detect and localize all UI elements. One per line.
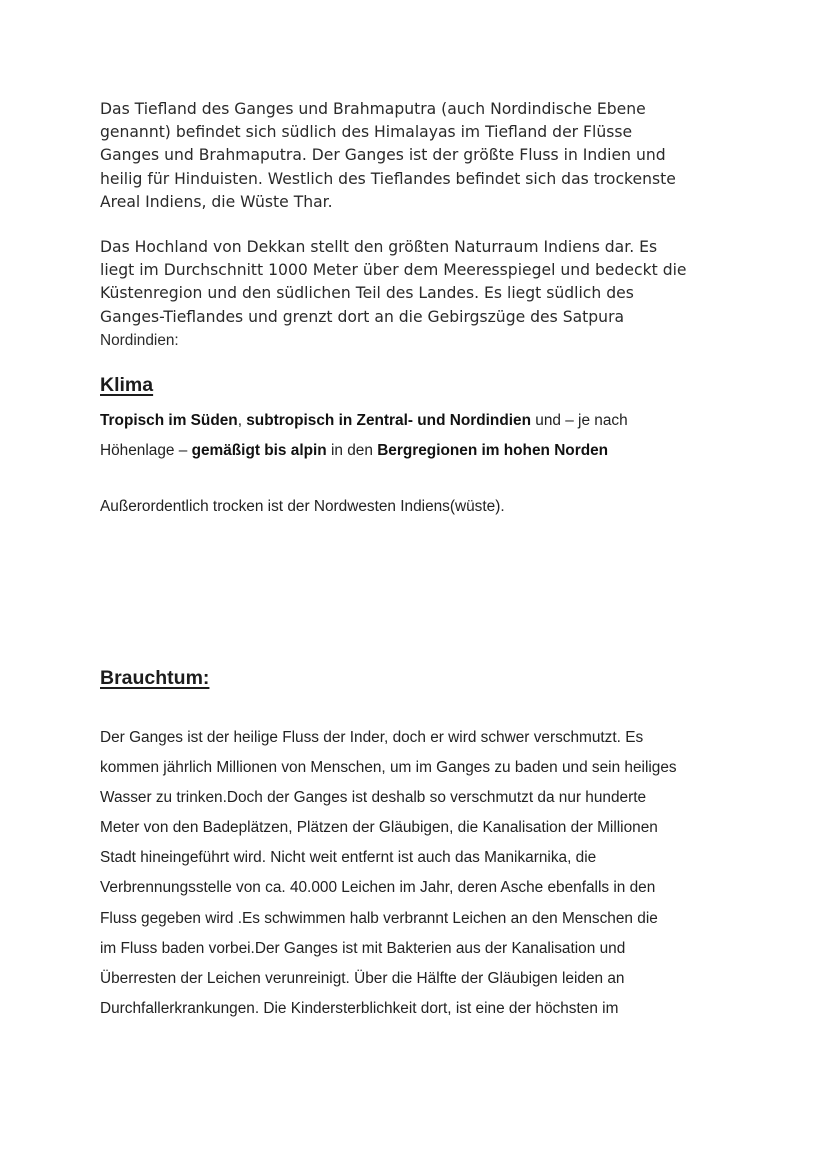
text-line: im Fluss baden vorbei.Der Ganges ist mit Bakterien aus der Kanalisation und (100, 939, 626, 957)
text-line: Ganges und Brahmaputra. Der Ganges ist der größte Fluss in Indien und (100, 146, 666, 165)
bold-text: Tropisch im Süden (100, 412, 238, 429)
text-line: genannt) befindet sich südlich des Himalayas im Tiefland der Flüsse (100, 123, 633, 142)
text-line: Das Hochland von Dekkan stellt den größten Naturraum Indiens dar. Es (100, 238, 658, 256)
text-run: und – je nach (530, 412, 628, 429)
text-line: Überresten der Leichen verunreinigt. Über die Hälfte der Gläubigen leiden an (100, 969, 625, 987)
text-line: liegt im Durchschnitt 1000 Meter über dem Meeresspiegel und bedeckt die (100, 261, 687, 280)
text-line: Verbrennungsstelle von ca. 40.000 Leichen im Jahr, deren Asche ebenfalls in den (100, 879, 656, 897)
ganges-lowland-paragraph (100, 98, 740, 214)
text-line: Durchfallerkrankungen. Die Kindersterblichkeit dort, ist eine der höchsten im (100, 999, 619, 1017)
text-line: Wasser zu trinken.Doch der Ganges ist deshalb so verschmutzt da nur hunderte (100, 789, 647, 807)
brauchtum-heading: Brauchtum: (100, 667, 210, 689)
text-line: heilig für Hinduisten. Westlich des Tieflandes befindet sich das trockenste (100, 169, 676, 188)
text-line: Nordindien: (100, 331, 179, 349)
text-line: Stadt hineingeführt wird. Nicht weit entfernt ist auch das Manikarnika, die (100, 849, 597, 867)
text-run: in den (326, 442, 378, 459)
text-line: Küstenregion und den südlichen Teil des Landes. Es liegt südlich des (100, 284, 634, 303)
text-line: kommen jährlich Millionen von Menschen, um im Ganges zu baden und sein heiliges (100, 759, 677, 777)
text-line (100, 436, 628, 466)
bold-text: Bergregionen im hohen Norden (377, 442, 609, 459)
bold-text: subtropisch in Zentral- und Nordindien (246, 412, 531, 429)
bold-text: gemäßigt bis alpin (191, 442, 327, 459)
dekkan-paragraph (100, 236, 740, 352)
text-line: Fluss gegeben wird .Es schwimmen halb verbrannt Leichen an den Menschen die (100, 909, 658, 927)
klima-heading: Klima (100, 374, 154, 396)
text-run: , (237, 412, 247, 429)
text-line: Das Tiefland des Ganges und Brahmaputra (auch Nordindische Ebene (100, 100, 646, 118)
text-line (100, 406, 628, 436)
klima-note: Außerordentlich trocken ist der Nordwesten Indiens(wüste). (100, 498, 505, 515)
text-line: Areal Indiens, die Wüste Thar. (100, 192, 333, 211)
klima-paragraph (100, 406, 628, 466)
text-line: Meter von den Badeplätzen, Plätzen der Gläubigen, die Kanalisation der Millionen (100, 819, 658, 837)
text-run: Höhenlage – (100, 442, 192, 459)
text-line: Ganges-Tieflandes und grenzt dort an die Gebirgszüge des Satpura (100, 307, 625, 326)
text-line: Der Ganges ist der heilige Fluss der Inder, doch er wird schwer verschmutzt. Es (100, 729, 644, 746)
brauchtum-paragraph (100, 723, 677, 1024)
